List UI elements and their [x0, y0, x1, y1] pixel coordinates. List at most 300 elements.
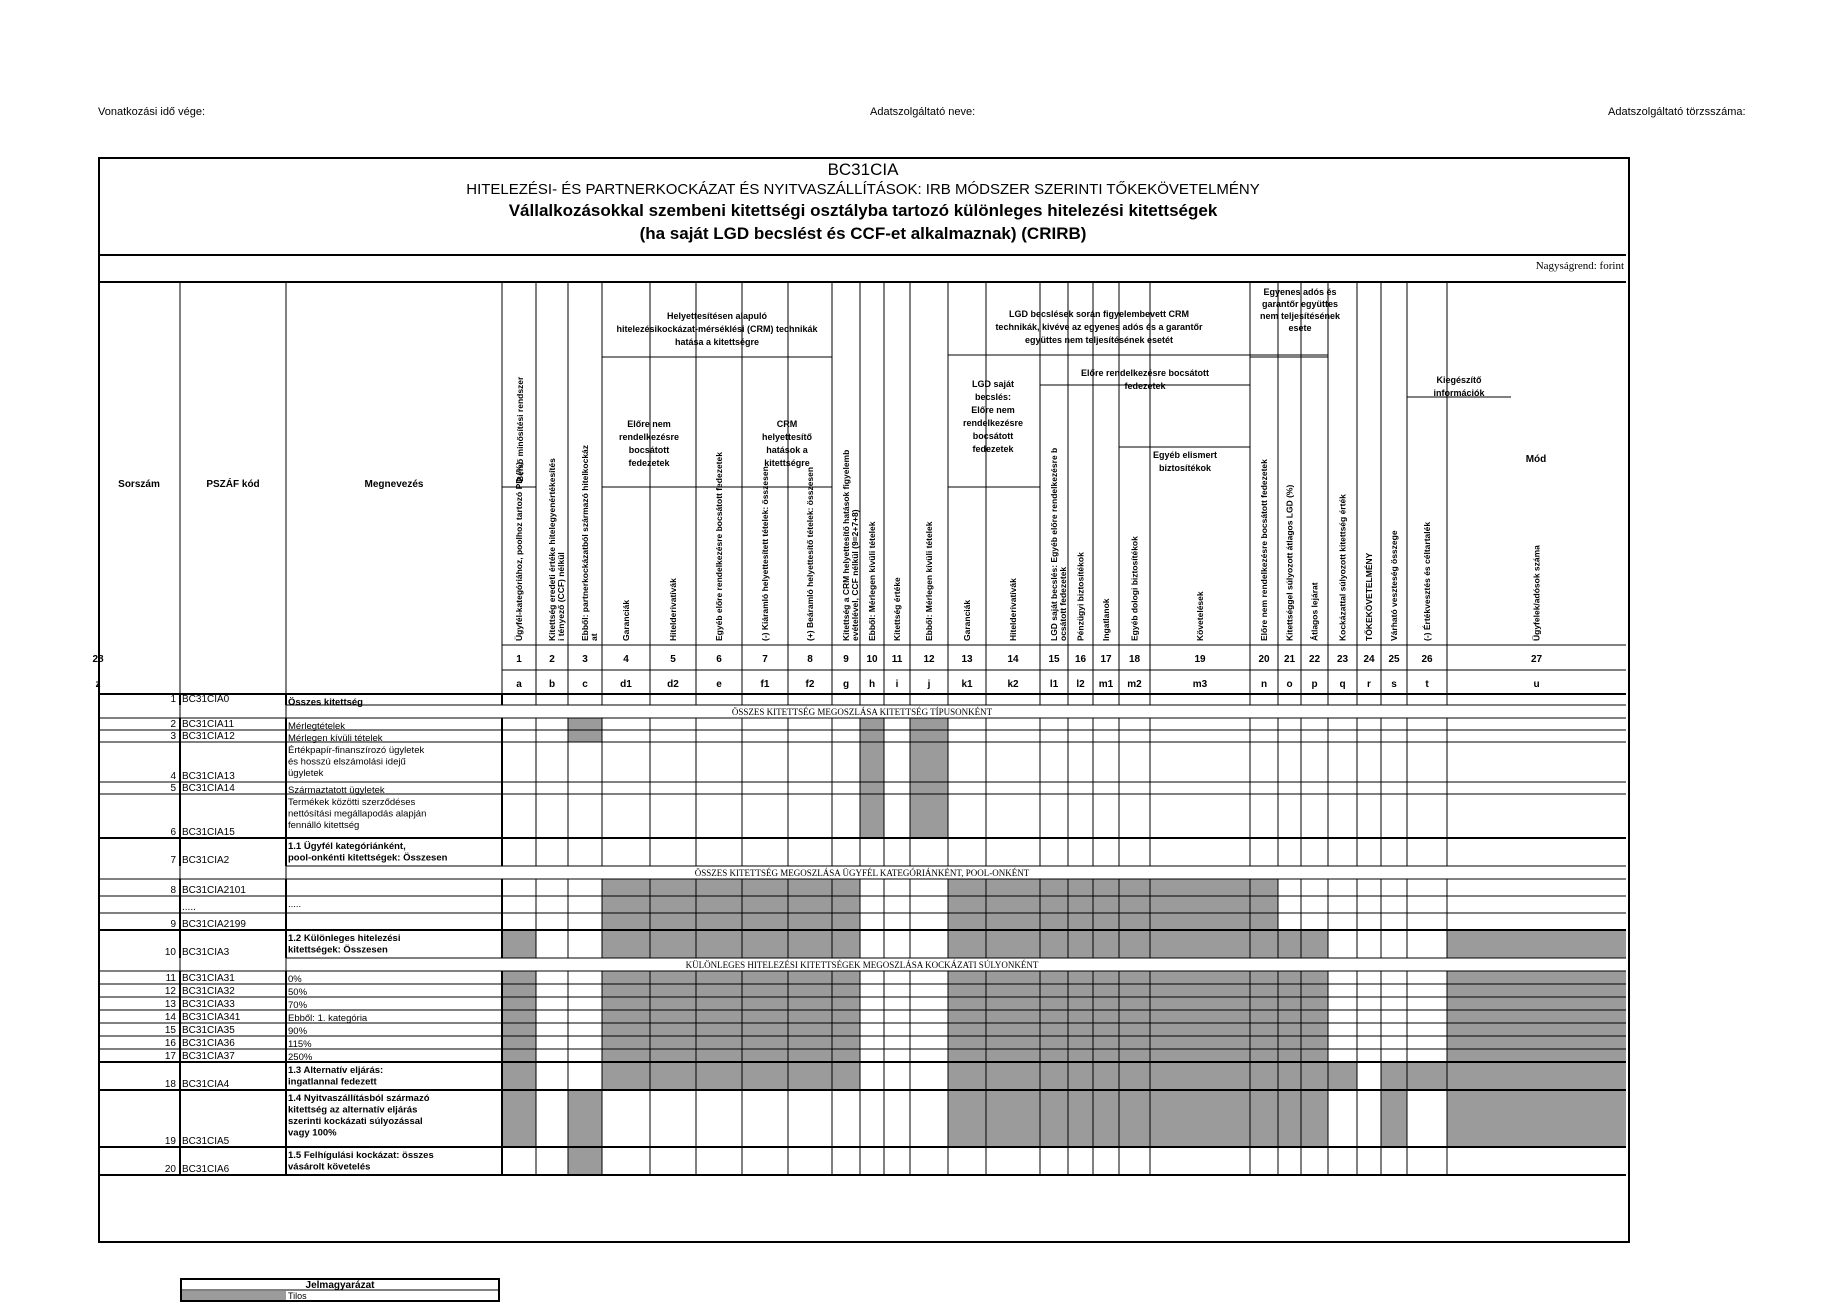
prohibited-cell	[986, 1036, 1040, 1049]
column-letter: m1	[1098, 679, 1114, 690]
prohibited-cell	[986, 984, 1040, 997]
prohibited-cell	[1301, 971, 1328, 984]
row-code: BC31CIA35	[182, 1025, 235, 1036]
column-header: ocsátott fedezetek	[1058, 566, 1068, 641]
prohibited-cell	[696, 930, 742, 958]
group-lgd-own: Előre nem	[971, 405, 1015, 415]
prohibited-cell	[568, 1147, 602, 1175]
group-double-default: garantőr együttes	[1261, 299, 1339, 309]
prohibited-cell	[986, 896, 1040, 913]
group-crm-subst: kitettségre	[764, 458, 810, 468]
row-code: BC31CIA4	[182, 1079, 230, 1090]
prohibited-cell	[788, 1062, 832, 1090]
prohibited-cell	[1301, 1010, 1328, 1023]
prohibited-cell	[1447, 984, 1626, 997]
prohibited-cell	[1068, 930, 1093, 958]
column-letter: s	[1391, 679, 1397, 690]
group-crm: hitelezésikockázat-mérséklési (CRM) technikák	[616, 324, 818, 334]
prohibited-cell	[1250, 971, 1278, 984]
prohibited-cell	[910, 730, 948, 742]
column-number: 11	[891, 654, 903, 665]
prohibited-cell	[832, 879, 860, 896]
prohibited-cell	[1150, 997, 1250, 1010]
group-lgd-own: bocsátott	[972, 431, 1014, 441]
prohibited-cell	[1447, 1090, 1626, 1147]
prohibited-cell	[860, 730, 884, 742]
row-name: vagy 100%	[288, 1127, 337, 1139]
column-header: Előre nem rendelkezésre bocsátott fedezetek	[1259, 459, 1269, 641]
row-code: BC31CIA341	[182, 1012, 241, 1023]
row-name: 70%	[288, 1000, 308, 1011]
prohibited-cell	[986, 997, 1040, 1010]
prohibited-cell	[502, 1049, 536, 1062]
prohibited-cell	[650, 896, 696, 913]
prohibited-cell	[1068, 1010, 1093, 1023]
prohibited-cell	[602, 1010, 650, 1023]
prohibited-cell	[832, 930, 860, 958]
row-number: 17	[164, 1051, 176, 1062]
prohibited-cell	[948, 896, 986, 913]
prohibited-cell	[696, 879, 742, 896]
column-number: 15	[1048, 654, 1060, 665]
column-header: Ebből: Mérlegen kívüli tételek	[924, 521, 934, 641]
prohibited-cell	[832, 997, 860, 1010]
prohibited-cell	[568, 718, 602, 730]
column-letter: l2	[1076, 679, 1085, 690]
row-code: BC31CIA37	[182, 1051, 235, 1062]
column-number: 27	[1530, 654, 1543, 665]
prohibited-cell	[1119, 1010, 1150, 1023]
prohibited-cell	[1447, 1049, 1626, 1062]
row-code: BC31CIA11	[182, 719, 235, 730]
prohibited-cell	[1381, 1062, 1407, 1090]
legend	[180, 1278, 500, 1307]
prohibited-cell	[788, 984, 832, 997]
prohibited-cell	[788, 930, 832, 958]
group-crm-subst: helyettesítő	[761, 432, 813, 442]
row-code: BC31CIA33	[182, 999, 235, 1010]
prohibited-cell	[1068, 1062, 1093, 1090]
row-number: 10	[164, 947, 176, 958]
group-supplementary: információk	[1433, 388, 1485, 398]
column-number: 19	[1194, 654, 1206, 665]
column-header: Kitettség a CRM helyettesítő hatások figyelemb	[841, 449, 851, 641]
prohibited-cell	[602, 1036, 650, 1049]
row-name: 0%	[288, 974, 302, 985]
group-lgd-funded: Előre rendelkezésre bocsátott	[1080, 368, 1210, 378]
prohibited-cell	[502, 1023, 536, 1036]
prohibited-cell	[1301, 930, 1328, 958]
row-code: BC31CIA15	[182, 827, 235, 838]
prohibited-cell	[1068, 913, 1093, 930]
prohibited-cell	[788, 1036, 832, 1049]
prohibited-cell	[986, 913, 1040, 930]
prohibited-cell	[910, 782, 948, 794]
column-header: Egyéb dologi biztosítékok	[1129, 536, 1140, 641]
column-number: 2	[549, 654, 555, 665]
column-letter: b	[548, 679, 556, 690]
section-divider: ÖSSZES KITETTSÉG MEGOSZLÁSA KITETTSÉG TÍPUSONKÉNT	[731, 707, 993, 717]
prohibited-cell	[696, 997, 742, 1010]
column-header: Ebből: Mérlegen kívüli tételek	[867, 521, 877, 641]
prohibited-cell	[650, 1036, 696, 1049]
prohibited-cell	[1278, 930, 1301, 958]
prohibited-cell	[1278, 1090, 1301, 1147]
prohibited-cell	[1250, 1023, 1278, 1036]
prohibited-cell	[1278, 984, 1301, 997]
column-letter: i	[895, 679, 899, 690]
prohibited-cell	[1447, 1023, 1626, 1036]
row-code: BC31CIA5	[182, 1136, 230, 1147]
prohibited-cell	[502, 930, 536, 958]
column-letter: d1	[620, 679, 632, 690]
prohibited-cell	[1447, 1062, 1626, 1090]
report-table	[92, 157, 1628, 1241]
prohibited-cell	[650, 1062, 696, 1090]
column-header: Követelések	[1195, 591, 1205, 641]
column-letter: d2	[667, 679, 679, 690]
prohibited-cell	[1093, 1062, 1119, 1090]
column-number: 8	[807, 654, 813, 665]
column-header: Ebből: partnerkockázatból származó hitelkockáz	[580, 444, 590, 641]
row-name: Ebből: 1. kategória	[288, 1013, 368, 1024]
group-crm: hatása a kitettségre	[674, 337, 760, 347]
prohibited-cell	[832, 1062, 860, 1090]
row-number: 14	[164, 1012, 176, 1023]
column-header: Ingatlanok	[1101, 598, 1111, 641]
prohibited-cell	[1278, 1023, 1301, 1036]
group-double-default: esete	[1288, 323, 1312, 333]
prohibited-cell	[1447, 971, 1626, 984]
prohibited-cell	[1250, 1049, 1278, 1062]
legend-box	[180, 1278, 500, 1302]
prohibited-cell	[602, 1023, 650, 1036]
prohibited-cell	[602, 997, 650, 1010]
report-title: Vállalkozásokkal szembeni kitettségi osztályba tartozó különleges hitelezési kitettségek	[508, 201, 1218, 220]
column-number: 14	[1007, 654, 1019, 665]
prohibited-cell	[1150, 913, 1250, 930]
prohibited-cell	[1068, 896, 1093, 913]
prohibited-cell	[910, 742, 948, 782]
prohibited-cell	[986, 879, 1040, 896]
prohibited-cell	[1040, 913, 1068, 930]
provider-id-label: Adatszolgáltató törzsszáma:	[1608, 106, 1746, 118]
row-name: Mérlegen kívüli tételek	[288, 733, 383, 744]
column-header: Átlagos lejárat	[1309, 582, 1320, 641]
report-code: BC31CIA	[827, 160, 899, 179]
column-letter: g	[842, 679, 850, 690]
prohibited-cell	[832, 896, 860, 913]
column-number: 16	[1074, 654, 1087, 665]
prohibited-cell	[948, 1062, 986, 1090]
prohibited-cell	[832, 971, 860, 984]
column-number: 23	[1336, 654, 1349, 665]
row-code: BC31CIA3	[182, 947, 230, 958]
row-number: 3	[170, 731, 176, 742]
prohibited-cell	[1119, 997, 1150, 1010]
prohibited-cell	[1250, 879, 1278, 896]
column-number: 12	[923, 654, 935, 665]
row-name: 1.4 Nyitvaszállításból származó	[288, 1093, 430, 1104]
row-name: szerinti kockázati súlyozással	[288, 1116, 423, 1127]
prohibited-cell	[1119, 1049, 1150, 1062]
prohibited-cell	[1093, 930, 1119, 958]
group-supplementary: Kiegészítő	[1436, 375, 1482, 385]
prohibited-cell	[948, 1023, 986, 1036]
column-letter: p	[1311, 679, 1318, 690]
prohibited-cell	[1119, 913, 1150, 930]
prohibited-cell	[1250, 1062, 1278, 1090]
row-code: BC31CIA2	[182, 855, 230, 866]
prohibited-cell	[1301, 1090, 1328, 1147]
column-number: 3	[582, 654, 588, 665]
prohibited-cell	[696, 971, 742, 984]
report-subtitle: HITELEZÉSI- ÉS PARTNERKOCKÁZAT ÉS NYITVASZÁLLÍTÁSOK: IRB MÓDSZER SZERINTI TŐKEKÖVETELMÉNY	[466, 181, 1260, 198]
prohibited-cell	[1040, 1049, 1068, 1062]
prohibited-cell	[650, 1023, 696, 1036]
prohibited-cell	[986, 1090, 1040, 1147]
prohibited-cell	[1068, 1090, 1093, 1147]
row-name: ügyletek	[288, 768, 324, 779]
row-code: BC31CIA31	[182, 973, 235, 984]
row-name: 50%	[288, 987, 308, 998]
prohibited-cell	[1250, 930, 1278, 958]
prohibited-cell	[1093, 1049, 1119, 1062]
prohibited-cell	[602, 879, 650, 896]
prohibited-cell	[1093, 896, 1119, 913]
group-lgd: technikák, kivéve az egyenes adós és a garantőr	[995, 322, 1203, 332]
legend-item-label: Tilos	[288, 1291, 307, 1301]
row-name: 1.3 Alternatív eljárás:	[288, 1065, 384, 1076]
row-name: 1.2 Különleges hitelezési	[288, 933, 401, 944]
prohibited-cell	[1278, 1062, 1301, 1090]
row-name: vásárolt követelés	[288, 1161, 371, 1173]
row-name: 1.1 Ügyfél kategóriánként,	[288, 841, 406, 852]
prohibited-cell	[832, 984, 860, 997]
prohibited-cell	[696, 1023, 742, 1036]
prohibited-cell	[1040, 879, 1068, 896]
column-number: 9	[843, 654, 849, 665]
group-crm-unfunded: rendelkezésre	[618, 432, 680, 442]
prohibited-cell	[1093, 984, 1119, 997]
prohibited-cell	[1301, 984, 1328, 997]
row-code: BC31CIA32	[182, 986, 235, 997]
prohibited-cell	[1250, 913, 1278, 930]
prohibited-cell	[1301, 997, 1328, 1010]
prohibited-cell	[602, 971, 650, 984]
column-letter: h	[868, 679, 876, 690]
unit-note: Nagyságrend: forint	[1535, 260, 1624, 272]
column-number: 20	[1258, 654, 1270, 665]
group-lgd-own: rendelkezésre	[962, 418, 1024, 428]
prohibited-cell	[986, 1049, 1040, 1062]
prohibited-cell	[1040, 1010, 1068, 1023]
column-header: (+) Beáramló helyettesítő tételek: összesen	[805, 466, 815, 641]
column-number: 7	[762, 654, 768, 665]
prohibited-cell	[1119, 1090, 1150, 1147]
row-name: Összes kitettség	[288, 697, 363, 708]
prohibited-cell	[602, 1049, 650, 1062]
row-number: 5	[170, 783, 176, 794]
reference-period-label: Vonatkozási idő vége:	[98, 106, 206, 118]
prohibited-cell	[568, 1090, 602, 1147]
prohibited-cell	[602, 930, 650, 958]
prohibited-cell	[986, 1023, 1040, 1036]
prohibited-cell	[1150, 984, 1250, 997]
group-lgd-funded: fedezetek	[1124, 381, 1166, 391]
column-header: Hitelderivatívák	[668, 578, 678, 641]
prohibited-cell	[696, 1062, 742, 1090]
row-name: kitettség az alternatív eljárás	[288, 1104, 418, 1116]
prohibited-cell	[832, 1010, 860, 1023]
column-letter: u	[1533, 679, 1540, 690]
prohibited-cell	[1150, 896, 1250, 913]
row-code: BC31CIA0	[182, 694, 230, 705]
prohibited-cell	[650, 1010, 696, 1023]
prohibited-cell	[1278, 1049, 1301, 1062]
row-code: BC31CIA12	[182, 731, 235, 742]
column-number: 5	[670, 654, 676, 665]
row-number: 16	[164, 1038, 176, 1049]
prohibited-cell	[860, 794, 884, 838]
column-header: Kitettség eredeti értéke hitelegyenértékesítés	[547, 458, 557, 641]
prohibited-cell	[650, 1049, 696, 1062]
row-name: Termékek közötti szerződéses	[288, 797, 416, 808]
prohibited-cell	[1150, 971, 1250, 984]
prohibited-cell	[788, 997, 832, 1010]
column-number: 28	[92, 654, 104, 665]
column-number: 21	[1283, 654, 1296, 665]
prohibited-cell	[1068, 997, 1093, 1010]
prohibited-cell	[1250, 1036, 1278, 1049]
prohibited-cell	[1093, 1090, 1119, 1147]
group-crm-unfunded: fedezetek	[628, 458, 670, 468]
prohibited-cell	[986, 1062, 1040, 1090]
prohibited-cell	[1250, 984, 1278, 997]
prohibited-cell	[1150, 1049, 1250, 1062]
prohibited-cell	[948, 984, 986, 997]
prohibited-cell	[1407, 1062, 1447, 1090]
column-letter: e	[716, 679, 722, 690]
prohibited-cell	[502, 997, 536, 1010]
prohibited-cell	[742, 930, 788, 958]
group-crm-subst: hatások a	[766, 445, 808, 455]
prohibited-cell	[948, 1090, 986, 1147]
row-number: 8	[170, 885, 176, 896]
row-name: ingatlannal fedezett	[288, 1076, 377, 1088]
column-header: at	[589, 633, 599, 641]
prohibited-cell	[948, 1010, 986, 1023]
prohibited-cell	[1068, 879, 1093, 896]
row-number: 20	[164, 1164, 176, 1175]
prohibited-cell	[788, 1023, 832, 1036]
prohibited-cell	[948, 930, 986, 958]
prohibited-cell	[1150, 1090, 1250, 1147]
legend-title: Jelmagyarázat	[305, 1280, 375, 1291]
prohibited-cell	[696, 896, 742, 913]
row-number: 2	[170, 719, 176, 730]
column-header: TŐKEKÖVETELMÉNY	[1364, 552, 1374, 641]
prohibited-cell	[1068, 984, 1093, 997]
column-number: 17	[1100, 654, 1112, 665]
prohibited-cell	[650, 913, 696, 930]
prohibited-cell	[742, 913, 788, 930]
prohibited-cell	[1447, 930, 1626, 958]
prohibited-cell	[1150, 1036, 1250, 1049]
prohibited-cell	[788, 896, 832, 913]
column-letter: m3	[1192, 679, 1208, 690]
row-number: 6	[170, 827, 176, 838]
prohibited-cell	[742, 1036, 788, 1049]
group-crm: Helyettesítésen alapuló	[666, 311, 768, 321]
prohibited-cell	[1093, 1010, 1119, 1023]
column-letter: m2	[1127, 679, 1142, 690]
column-letter: q	[1339, 679, 1346, 690]
prohibited-cell	[696, 984, 742, 997]
row-code: BC31CIA2199	[182, 919, 246, 930]
column-header: Hitelderivatívák	[1008, 578, 1018, 641]
prohibited-cell	[1119, 879, 1150, 896]
row-number: 19	[164, 1136, 176, 1147]
prohibited-cell	[742, 971, 788, 984]
prohibited-cell	[1278, 971, 1301, 984]
column-number: 25	[1388, 654, 1400, 665]
column-number: 13	[961, 654, 973, 665]
prohibited-cell	[1301, 1049, 1328, 1062]
prohibited-cell	[1068, 971, 1093, 984]
prohibited-cell	[742, 1049, 788, 1062]
row-code: BC31CIA13	[182, 771, 235, 782]
prohibited-cell	[948, 971, 986, 984]
prohibited-cell	[1040, 896, 1068, 913]
row-name: kitettségek: Összesen	[288, 944, 388, 956]
prohibited-cell	[742, 1023, 788, 1036]
prohibited-cell	[1150, 1062, 1250, 1090]
prohibited-cell	[742, 1062, 788, 1090]
column-header: LGD saját becslés: Egyéb előre rendelkezésre b	[1049, 447, 1059, 641]
column-letter: z	[95, 679, 101, 690]
column-letter: c	[582, 679, 588, 690]
row-number: 15	[164, 1025, 176, 1036]
column-header: (-) Értékvesztés és céltartalék	[1422, 521, 1432, 641]
group-double-default: nem teljesítésének	[1259, 311, 1341, 321]
prohibited-cell	[696, 1049, 742, 1062]
prohibited-cell	[696, 913, 742, 930]
column-letter: n	[1260, 679, 1268, 690]
prohibited-cell	[1040, 984, 1068, 997]
prohibited-cell	[1119, 984, 1150, 997]
column-header: i tényező (CCF) nélkül	[556, 552, 566, 641]
header-pszaf: PSZÁF kód	[206, 479, 260, 490]
prohibited-cell	[650, 997, 696, 1010]
prohibited-cell	[1447, 1036, 1626, 1049]
prohibited-cell	[1093, 879, 1119, 896]
prohibited-cell	[948, 879, 986, 896]
prohibited-cell	[1150, 930, 1250, 958]
row-name: Származtatott ügyletek	[288, 785, 385, 796]
column-letter: k1	[961, 679, 973, 690]
prohibited-cell	[1447, 997, 1626, 1010]
prohibited-cell	[1381, 1090, 1407, 1147]
prohibited-cell	[832, 1036, 860, 1049]
group-lgd: LGD becslések során figyelembevett CRM	[1008, 309, 1190, 319]
prohibited-cell	[742, 997, 788, 1010]
column-number: 4	[623, 654, 629, 665]
prohibited-cell	[1250, 896, 1278, 913]
column-header: Belső minősítési rendszer	[515, 376, 525, 482]
column-header: (-) Kiáramló helyettesített tételek: összesen	[760, 466, 770, 641]
prohibited-cell	[1278, 997, 1301, 1010]
